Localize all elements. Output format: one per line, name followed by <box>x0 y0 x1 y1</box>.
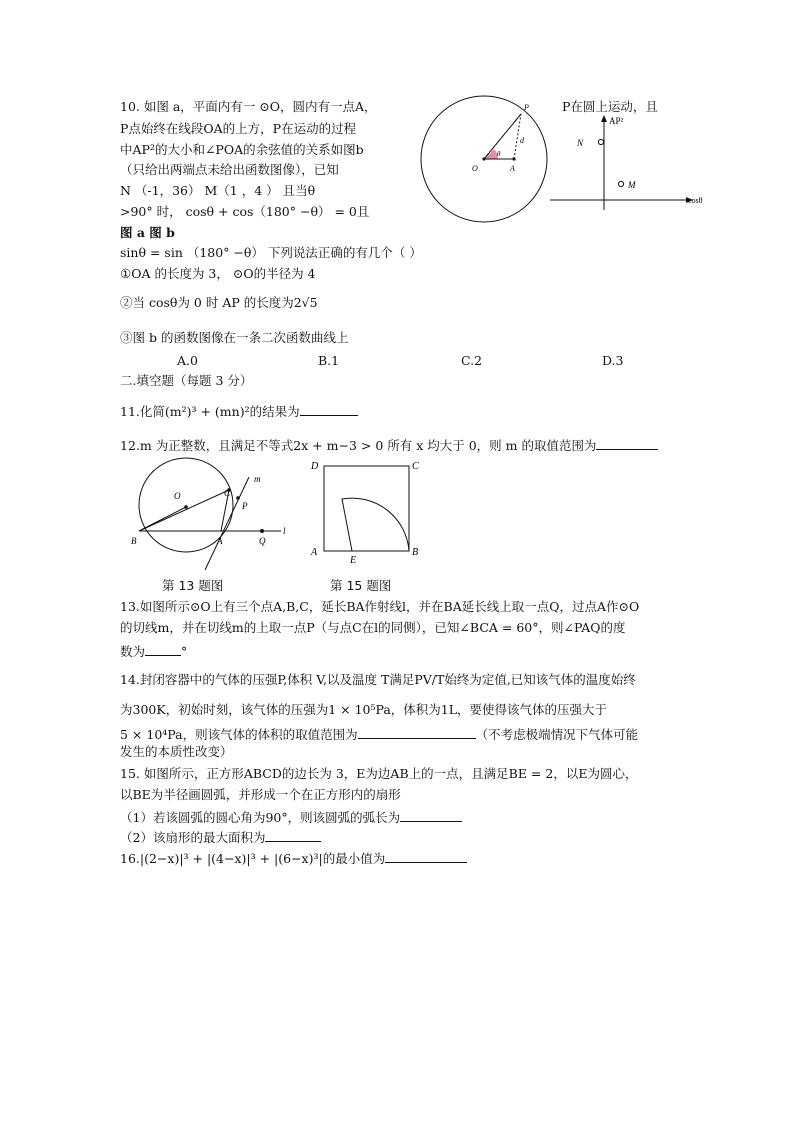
option-c: C.2 <box>461 353 483 368</box>
label-c: C <box>224 488 231 498</box>
figure-a <box>418 93 550 225</box>
label-o: O <box>472 164 478 173</box>
q16-text: 16.|(2−x)|³ + |(4−x)|³ + |(6−x)³|的最小值为 <box>120 851 386 866</box>
q14-line-3-note: （不考虑极端情况下气体可能 <box>475 727 639 742</box>
q15-part-2-text: （2）该扇形的最大面积为 <box>120 830 266 845</box>
option-a: A.0 <box>177 353 198 368</box>
q10-line-1: 10. 如图 a，平面内有一 ⊙O，圆内有一点A， <box>120 99 377 114</box>
q14-line-4: 发生的本质性改变） <box>120 744 233 759</box>
q15-part-1-text: （1）若该圆弧的圆心角为90°，则该圆弧的弧长为 <box>120 810 401 825</box>
q13-line-1: 13.如图所示⊙O上有三个点A,B,C，延长BA作射线l，并在BA延长线上取一点Q，过点A作⊙O <box>120 599 640 614</box>
q13-blank[interactable] <box>145 643 181 656</box>
figure-13 <box>125 460 295 580</box>
label-o: O <box>174 491 181 501</box>
label-b: B <box>131 536 137 546</box>
figure-b <box>548 112 708 212</box>
q12 <box>120 437 658 453</box>
label-c: C <box>412 461 419 472</box>
q13-line-2: 的切线m，并在切线m的上取一点P（与点C在l的同侧），已知∠BCA = 60°，则∠PAQ的度 <box>120 620 626 635</box>
point-o <box>482 157 485 160</box>
label-y-axis: AP² <box>609 116 624 126</box>
q15-part-2-blank[interactable] <box>265 829 321 842</box>
q14-blank[interactable] <box>358 726 476 739</box>
q13-degree: ° <box>181 644 188 659</box>
point-o <box>184 505 188 509</box>
label-a: A <box>311 547 318 558</box>
point-a <box>512 157 515 160</box>
q10-line-3: 中AP²的大小和∠POA的余弦值的关系如图b <box>120 142 364 157</box>
q10-line-2: P点始终在线段OA的上方，P在运动的过程 <box>120 121 357 136</box>
q12-blank[interactable] <box>596 437 658 450</box>
q14-line-1: 14.封闭容器中的气体的压强P,体积 V,以及温度 T满足PV/T始终为定值,已知该气体的温度始终 <box>120 672 636 687</box>
section-2-title: 二.填空题（每题 3 分） <box>120 373 253 388</box>
q11 <box>120 403 358 419</box>
label-d: D <box>311 461 319 472</box>
figure-15-caption: 第 15 题图 <box>330 578 392 593</box>
label-a: A <box>510 164 515 173</box>
figure-13-caption: 第 13 题图 <box>162 578 224 593</box>
q10-line-8: sinθ = sin （180° −θ） 下列说法正确的有几个（ ） <box>120 245 422 260</box>
label-x-axis: cosθ <box>688 196 703 205</box>
q15-line-2: 以BE为半径画圆弧，并形成一个在正方形内的扇形 <box>120 787 401 802</box>
q11-text: 11.化简(m²)³ + (mn)²的结果为 <box>120 404 300 419</box>
square-abcd <box>324 466 409 551</box>
q13-line-3-text: 数为 <box>120 644 146 659</box>
q10-line-5: N （-1，36） M（1 ，4 ） 且当θ <box>120 183 316 198</box>
segment-bc <box>139 490 229 531</box>
figure-15 <box>305 455 430 570</box>
q15-line-4 <box>120 829 321 845</box>
q15-line-3 <box>120 809 462 825</box>
label-a: A <box>217 536 223 546</box>
q10-statement-3: ③图 b 的函数图像在一条二次函数曲线上 <box>120 330 349 345</box>
q12-text: 12.m 为正整数，且满足不等式2x + m−3 > 0 所有 x 均大于 0，则 m 的取值范围为 <box>120 438 597 453</box>
q10-line-6: >90° 时， cosθ + cos（180° −θ） = 0且 <box>120 204 370 219</box>
q10-statement-2: ②当 cosθ为 0 时 AP 的长度为2√5 <box>120 295 318 310</box>
label-p: P <box>524 103 529 112</box>
q14-line-2: 为300K，初始时刻，该气体的压强为1 × 10⁵Pa，体积为1L，要使得该气体的压强大于 <box>120 702 608 717</box>
point-m <box>618 181 623 186</box>
q13-line-3 <box>120 643 187 659</box>
point-p <box>236 496 240 500</box>
q15-part-1-blank[interactable] <box>400 809 462 822</box>
label-d: d <box>520 136 524 145</box>
q10-right-text: P在圆上运动，且 <box>562 99 658 114</box>
q11-blank[interactable] <box>300 403 358 416</box>
label-n: N <box>577 138 584 148</box>
label-theta: θ <box>497 150 501 158</box>
q14-line-3 <box>120 726 638 742</box>
point-n <box>598 139 603 144</box>
label-l: l <box>283 526 286 536</box>
segment-ob <box>139 507 186 531</box>
point-q <box>260 529 264 533</box>
q10-line-4: （只给出两端点未给出函数图像），已知 <box>120 162 339 177</box>
label-q: Q <box>259 536 266 546</box>
option-d: D.3 <box>602 353 624 368</box>
label-b: B <box>412 547 419 558</box>
q16-blank[interactable] <box>385 850 467 863</box>
label-m: M <box>628 180 636 190</box>
label-m: m <box>254 474 261 484</box>
sector <box>342 498 409 551</box>
option-b: B.1 <box>318 353 340 368</box>
q15-line-1: 15. 如图所示，正方形ABCD的边长为 3，E为边AB上的一点，且满足BE = 2，以E为圆心， <box>120 766 638 781</box>
q10-statement-1: ①OA 的长度为 3， ⊙O的半径为 4 <box>120 266 316 281</box>
label-e: E <box>350 555 357 566</box>
segment-op <box>484 114 521 159</box>
q14-line-3-text: 5 × 10⁴Pa，则该气体的体积的取值范围为 <box>120 727 358 742</box>
q10-line-7: 图 a 图 b <box>120 225 175 240</box>
label-p: P <box>242 501 248 511</box>
q16 <box>120 850 467 866</box>
